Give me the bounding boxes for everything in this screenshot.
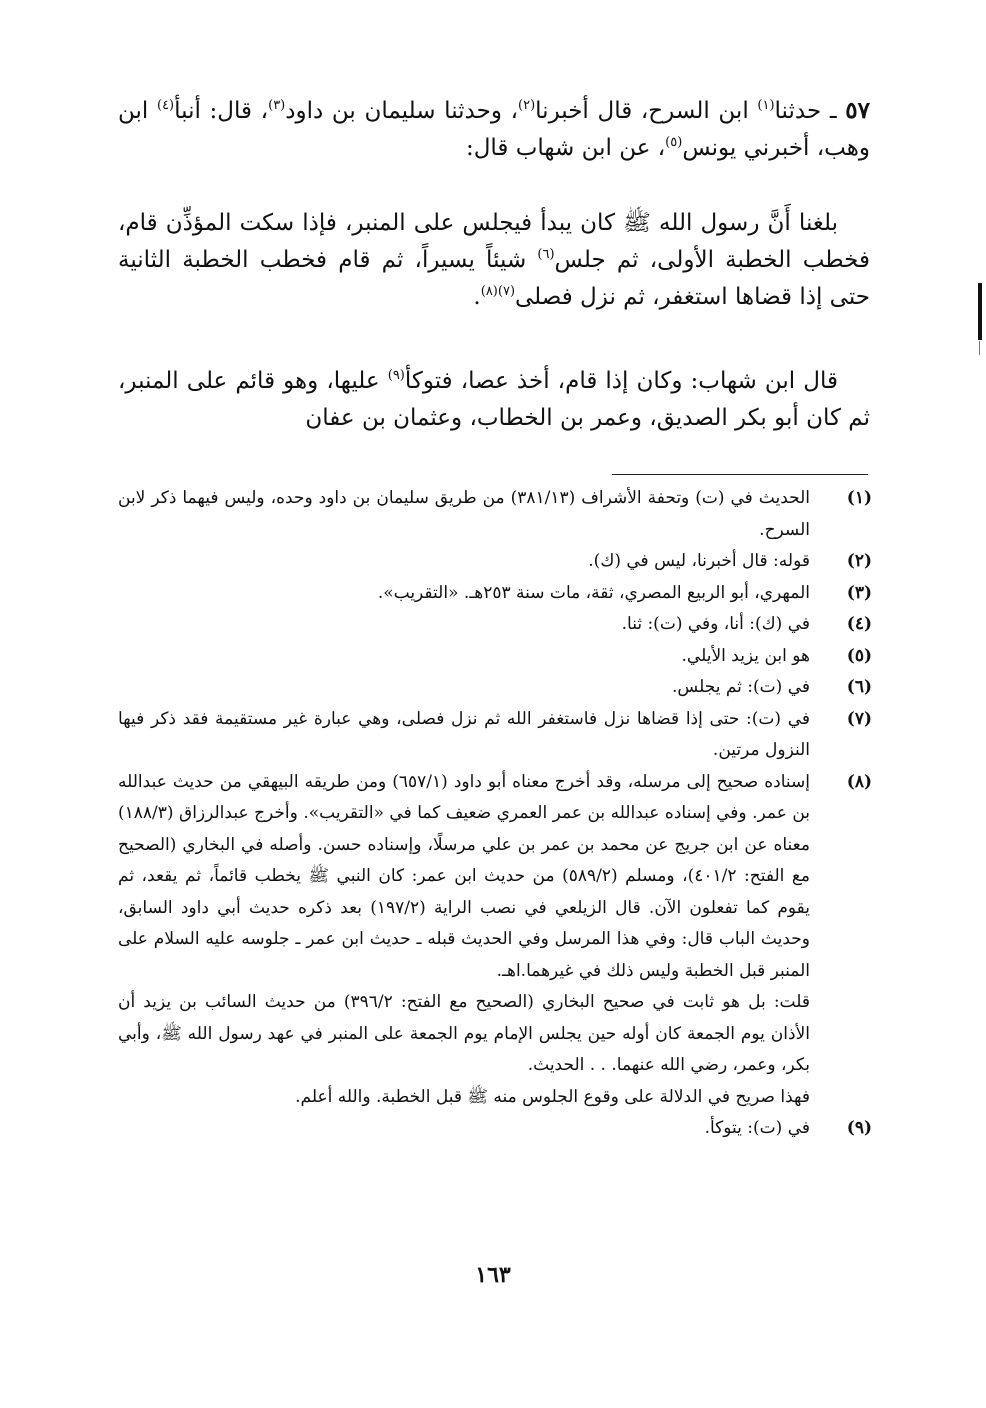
text-run: ، قال: أنبأ [174,98,269,124]
footnote-number: (٧) [846,708,872,729]
footnote-continuation: فهذا صريح في الدلالة على وقوع الجلوس منه ﷺ قبل الخطبة. والله أعلم. [295,1086,810,1107]
footnote-text: هو ابن يزيد الأيلي. [681,645,810,666]
text-run: ـ حدثنا [774,98,846,124]
footnote-text: في (ت): ثم يجلس. [672,677,810,697]
footnote-number: (٨) [846,771,872,792]
footnote-9 [118,1113,872,1145]
footnote-ref-4[interactable]: (٤) [156,98,175,113]
footnote-number: (٣) [846,582,872,603]
footnote-1 [118,483,872,546]
footnote-separator [612,474,868,475]
text-run: ابن وهب، أخبرني يونس [118,98,870,161]
margin-tick [979,341,980,355]
footnote-8 [118,767,872,1114]
footnote-text: قوله: قال أخبرنا، ليس في (ك). [588,551,810,571]
footnote-number: (٦) [846,677,872,697]
footnote-ref-7[interactable]: (٧) [497,284,516,299]
footnote-3 [118,578,872,610]
footnote-ref-1[interactable]: (١) [757,98,775,113]
footnote-text: في (ت): حتى إذا قضاها نزل فاستغفر الله ثم نزل فصلى، وهي عبارة غير مستقيمة فقد ذكر فيها النزول مرتين. [118,708,810,760]
footnote-text: في (ك): أنا، وفي (ت): ثنا. [621,614,810,634]
text-run: عليها، وهو قائم على المنبر، ثم كان أبو بكر الصديق، وعمر بن الخطاب، وعثمان بن عفان [118,368,870,431]
footnote-ref-2[interactable]: (٢) [518,98,536,113]
footnote-number: (٩) [846,1118,872,1138]
text-run: بلغنا أَنَّ رسول الله ﷺ كان يبدأ فيجلس على المنبر، فإذا سكت المؤذِّن قام، فخطب الخطبة الأولى، ثم جلس [118,210,871,273]
footnote-ref-6[interactable]: (٦) [537,247,555,262]
footnote-number: (٤) [846,614,872,634]
footnote-6 [118,672,872,704]
footnote-number: (٥) [846,645,872,666]
margin-mark [978,283,982,340]
text-run: . [473,284,481,310]
footnote-continuation: قلت: بل هو ثابت في صحيح البخاري (الصحيح مع الفتح: ٣٩٦/٢) من حديث السائب بن يزيد أن الأذان يوم الجمعة كان أوله حين يجلس الإمام يوم الجمعة على المنبر في عهد رسول الله ﷺ، وأبي بكر، وعمر، رضي الله عنهما. . . الحديث. [118,992,810,1075]
text-run: ، عن ابن شهاب قال: [465,135,666,161]
footnote-ref-3[interactable]: (٣) [268,98,286,113]
hadith-57-paragraph [118,92,870,167]
footnote-number: (١) [846,488,872,508]
footnotes [118,483,872,1145]
balaghana-paragraph [118,205,870,316]
footnote-number: (٢) [846,551,872,571]
footnote-ref-9[interactable]: (٩) [387,368,405,383]
text-run: قال ابن شهاب: وكان إذا قام، أخذ عصا، فتوكأ [404,368,838,394]
footnote-ref-8[interactable]: (٨) [480,284,498,299]
footnote-text: إسناده صحيح إلى مرسله، وقد أخرج معناه أبو داود (٦٥٧/١) ومن طريقه البيهقي من حديث عبدالله بن عمر. وفي إسناده عبدالله بن عمر العمري ضعيف كما في «التقريب». وأخرج عبدالرزاق (١٨٨/٣) معناه عن ابن جريج عن محمد بن عمر بن علي مرسلًا، وإسناده حسن. وأصله في البخاري (الصحيح مع الفتح: ٤٠١/٢)، ومسلم (٥٨٩/٢) من حديث ابن عمر: كان النبي ﷺ يخطب قائماً، ثم يقعد، ثم يقوم كما تفعلون الآن. قال الزيلعي في نصب الراية (١٩٧/٢) بعد ذكره حديث أبي داود السابق، وحديث الباب قال: وفي هذا المرسل وفي الحديث قبله ـ حديث ابن عمر ـ جلوسه عليه السلام على المنبر قبل الخطبة وليس ذلك في غيرهما.اهـ. [118,771,811,981]
hadith-number: ٥٧ [845,97,870,124]
footnote-7 [118,704,872,767]
text-run: شيئاً يسيراً، ثم قام فخطب الخطبة الثانية حتى إذا قضاها استغفر، ثم نزل فصلى [118,247,870,310]
footnote-text: الحديث في (ت) وتحفة الأشراف (٣٨١/١٣) من طريق سليمان بن داود وحده، وليس فيهما ذكر لابن السرح. [118,488,810,540]
text-run: ابن السرح، قال أخبرنا [535,98,758,124]
ibn-shihab-paragraph [118,363,870,437]
footnote-4 [118,609,872,641]
text-run: ، وحدثنا سليمان بن داود [285,98,519,124]
footnote-text: المهري، أبو الربيع المصري، ثقة، مات سنة ٢٥٣هـ. «التقريب». [377,582,810,603]
page-number: ١٦٣ [475,1262,511,1288]
footnote-ref-5[interactable]: (٥) [665,135,683,150]
footnote-text: في (ت): يتوكأ. [704,1118,810,1138]
footnote-2 [118,546,872,578]
footnote-5 [118,641,872,673]
